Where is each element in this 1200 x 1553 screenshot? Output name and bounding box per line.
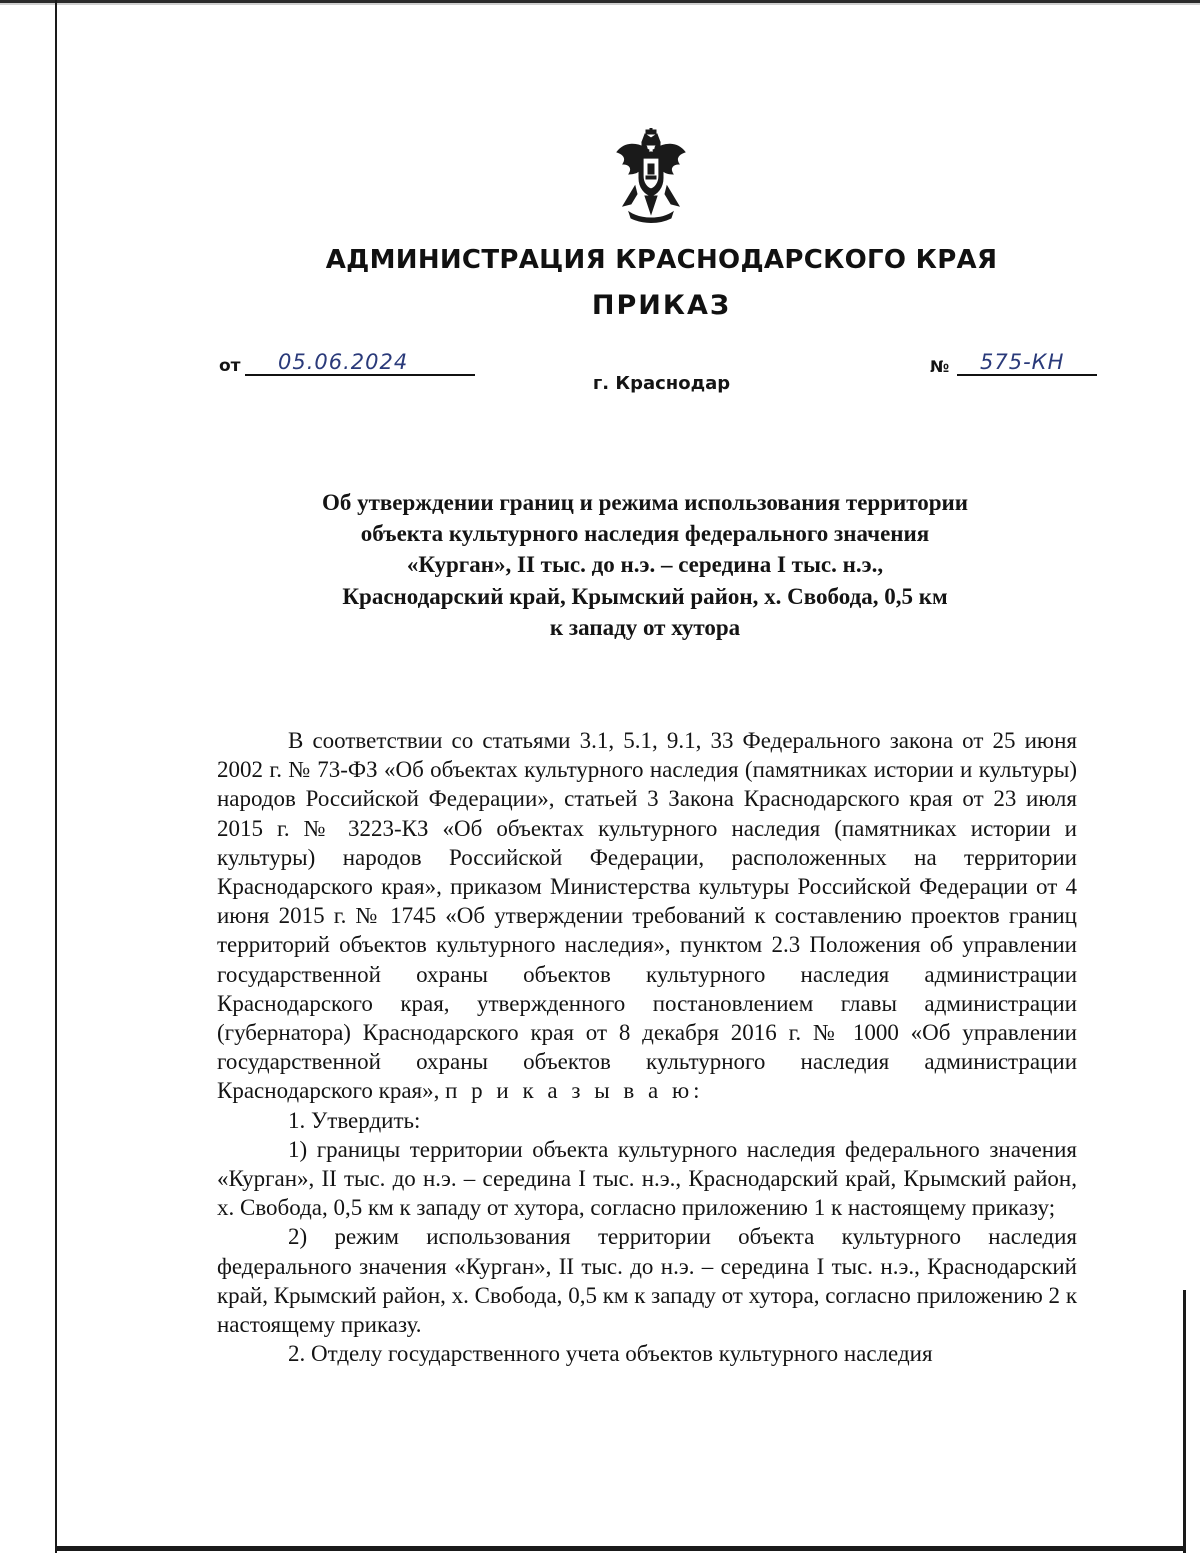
preamble-text: В соответствии со статьями 3.1, 5.1, 9.1, 33 Федерального закона от 25 июня 2002 г. № 73-ФЗ «Об объектах культурного наследия (памятниках истории и культуры) народов Российской Федерации», статьей 3 Закона Краснодарского края от 23 июля 2015 г. № 3223-КЗ «Об объектах культурного наследия (памятниках истории и культуры) народов Российской Федерации, расположенных на территории Краснодарского края», приказом Министерства культуры Российской Федерации от 4 июня 2015 г. № 1745 «Об утверждении требований к составлению проектов границ территорий объектов культурного наследия», пунктом 2.3 Положения об управлении государственной охраны объектов культурного наследия администрации Краснодарского края, утвержденного постановлением главы администрации (губернатора) Краснодарского края от 8 декабря 2016 г. № 1000 «Об управлении государственной охраны объектов культурного наследия администрации Краснодарского края», <box>217 728 1077 1104</box>
item-1-1: 1) границы территории объекта культурного наследия федерального значения «Курган», II тыс. до н.э. – середина I тыс. н.э., Краснодарский край, Крымский район, х. Свобода, 0,5 км к западу от хутора, согласно приложению 1 к настоящему приказу; <box>217 1136 1077 1221</box>
number-label: № <box>930 357 950 376</box>
scan-edge-left <box>55 0 57 1553</box>
title-line: к западу от хутора <box>549 614 741 640</box>
document-title <box>250 487 1040 643</box>
handwritten-number: 575-КН <box>980 350 1065 374</box>
document-type: ПРИКАЗ <box>591 290 732 321</box>
title-line: Об утверждении границ и режима использования территории <box>321 490 969 515</box>
item-1: 1. Утвердить: <box>288 1107 421 1133</box>
item-2: 2. Отделу государственного учета объектов культурного наследия <box>288 1341 933 1367</box>
scan-edge-bottom <box>55 1546 1186 1551</box>
city: г. Краснодар <box>592 373 731 394</box>
order-word: п р и к а з ы в а ю: <box>445 1078 704 1104</box>
title-line: объекта культурного наследия федерального значения <box>360 521 930 547</box>
item-1-2: 2) режим использования территории объекта культурного наследия федерального значения «Курган», II тыс. до н.э. – середина I тыс. н.э., Краснодарский край, Крымский район, х. Свобода, 0,5 км к западу от хутора, согласно приложению 2 к настоящему приказу. <box>217 1224 1077 1338</box>
handwritten-date: 05.06.2024 <box>278 350 409 374</box>
preamble-paragraph <box>217 726 1077 1106</box>
title-line: Краснодарский край, Крымский район, х. Свобода, 0,5 км <box>342 583 948 609</box>
title-line: «Курган», II тыс. до н.э. – середина I тыс. н.э., <box>406 552 884 578</box>
scan-edge-top-shadow <box>0 3 1200 5</box>
organization-name: АДМИНИСТРАЦИЯ КРАСНОДАРСКОГО КРАЯ <box>325 245 998 275</box>
scan-edge-right <box>1183 1290 1186 1553</box>
coat-of-arms-emblem <box>615 128 687 224</box>
date-label: от <box>219 356 241 376</box>
document-body <box>217 726 1077 1368</box>
